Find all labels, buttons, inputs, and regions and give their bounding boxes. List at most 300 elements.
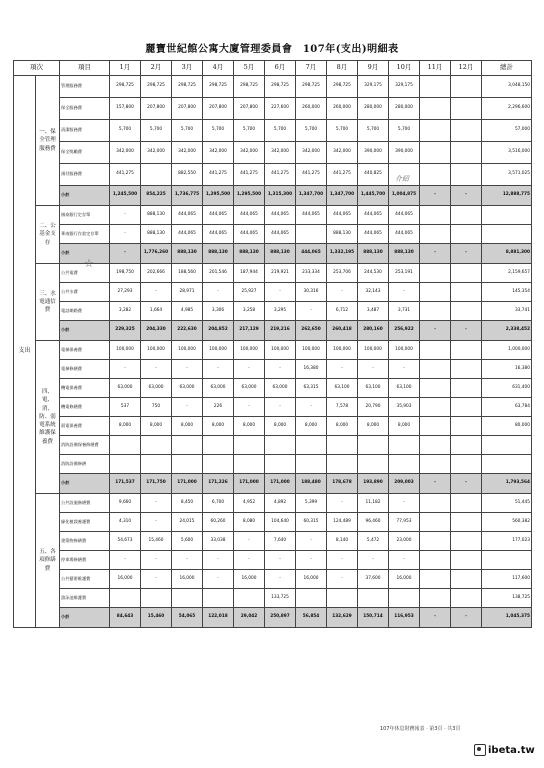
month-value-cell — [451, 436, 482, 455]
month-value-cell: 204,330 — [141, 321, 172, 341]
month-value-cell — [327, 455, 358, 474]
month-value-cell: - — [172, 398, 203, 417]
month-value-cell: 260,000 — [296, 98, 327, 120]
month-value-cell: 11,182 — [358, 494, 389, 513]
month-value-cell — [420, 379, 451, 398]
item-label: 游泳池維護費 — [60, 589, 110, 608]
month-value-cell: - — [451, 608, 482, 628]
month-value-cell: 882,550 — [172, 164, 203, 186]
item-label: 建築物修繕費 — [60, 532, 110, 551]
row-total-cell: 177,023 — [482, 532, 532, 551]
month-value-cell: 116,953 — [389, 608, 420, 628]
month-value-cell: 20,790 — [358, 398, 389, 417]
row-total-cell: 33,741 — [482, 302, 532, 321]
month-value-cell — [389, 455, 420, 474]
month-value-cell: 298,725 — [234, 76, 265, 98]
month-value-cell — [420, 398, 451, 417]
month-value-cell: - — [389, 283, 420, 302]
header-row — [14, 61, 532, 76]
month-value-cell — [420, 76, 451, 98]
watermark-logo-icon — [474, 744, 486, 756]
month-value-cell — [420, 206, 451, 225]
month-value-cell: 5,472 — [358, 532, 389, 551]
month-value-cell: 250,897 — [265, 608, 296, 628]
row-total-cell — [482, 436, 532, 455]
month-value-cell: 253,191 — [389, 264, 420, 283]
month-value-cell: - — [265, 360, 296, 379]
month-value-cell: 171,226 — [203, 474, 234, 494]
month-value-cell — [451, 98, 482, 120]
month-value-cell: 5,700 — [265, 120, 296, 142]
month-value-cell — [234, 436, 265, 455]
row-total-cell — [482, 551, 532, 570]
month-value-cell — [451, 206, 482, 225]
month-value-cell: - — [358, 551, 389, 570]
month-value-cell: - — [265, 570, 296, 589]
month-value-cell — [358, 589, 389, 608]
month-value-cell — [420, 513, 451, 532]
row-total-cell: 117,600 — [482, 570, 532, 589]
month-value-cell: - — [141, 551, 172, 570]
month-value-cell: 298,725 — [296, 76, 327, 98]
column-header: 1月 — [110, 61, 141, 76]
item-label: 小計 — [60, 474, 110, 494]
month-value-cell: 888,130 — [141, 225, 172, 244]
month-value-cell: 262,650 — [296, 321, 327, 341]
item-label: 消防設備保養修繕費 — [60, 436, 110, 455]
month-value-cell: 342,000 — [327, 142, 358, 164]
month-value-cell: 298,725 — [110, 76, 141, 98]
row-total-cell: 2,338,452 — [482, 321, 532, 341]
item-label: 弱電保養費 — [60, 417, 110, 436]
month-value-cell: 171,000 — [172, 474, 203, 494]
month-value-cell: 100,000 — [203, 341, 234, 360]
month-value-cell: 1,315,300 — [265, 186, 296, 206]
month-value-cell: 5,700 — [172, 120, 203, 142]
month-value-cell: 100,000 — [141, 341, 172, 360]
month-value-cell: 5,700 — [234, 120, 265, 142]
month-value-cell: 1,445,700 — [358, 186, 389, 206]
month-value-cell: 100,000 — [358, 341, 389, 360]
month-value-cell — [420, 532, 451, 551]
month-value-cell: 15,460 — [141, 532, 172, 551]
month-value-cell: 280,160 — [358, 321, 389, 341]
month-value-cell: 207,800 — [203, 98, 234, 120]
month-value-cell — [451, 570, 482, 589]
row-total-cell — [482, 455, 532, 474]
table-row — [14, 283, 532, 302]
month-value-cell — [420, 341, 451, 360]
group-label: 一、保全管理服務費 — [36, 76, 60, 206]
month-value-cell — [141, 455, 172, 474]
month-value-cell: - — [327, 494, 358, 513]
row-total-cell: 560,382 — [482, 513, 532, 532]
month-value-cell: 444,065 — [265, 206, 296, 225]
month-value-cell: - — [451, 244, 482, 264]
month-value-cell: 6,712 — [327, 302, 358, 321]
month-value-cell: 8,000 — [265, 417, 296, 436]
month-value-cell: 5,399 — [296, 494, 327, 513]
month-value-cell: 217,129 — [234, 321, 265, 341]
month-value-cell: 8,000 — [389, 417, 420, 436]
month-value-cell: 27,293 — [110, 283, 141, 302]
watermark-text: ibeta.tw — [488, 745, 535, 756]
subtotal-row — [14, 321, 532, 341]
month-value-cell: 8,000 — [358, 417, 389, 436]
row-total-cell — [482, 225, 532, 244]
month-value-cell: 16,000 — [389, 570, 420, 589]
month-value-cell — [420, 264, 451, 283]
month-value-cell: 16,000 — [172, 570, 203, 589]
month-value-cell — [451, 164, 482, 186]
month-value-cell: 63,000 — [265, 379, 296, 398]
month-value-cell: 188,560 — [172, 264, 203, 283]
month-value-cell: - — [203, 360, 234, 379]
month-value-cell: 441,275 — [234, 164, 265, 186]
month-value-cell: 54,673 — [110, 532, 141, 551]
month-value-cell: 178,678 — [327, 474, 358, 494]
month-value-cell: 298,725 — [265, 76, 296, 98]
subtotal-row — [14, 186, 532, 206]
month-value-cell: 444,065 — [358, 225, 389, 244]
month-value-cell — [389, 436, 420, 455]
month-value-cell: - — [389, 494, 420, 513]
month-value-cell — [172, 455, 203, 474]
month-value-cell: 60,315 — [296, 513, 327, 532]
month-value-cell: 260,000 — [327, 98, 358, 120]
column-header: 9月 — [358, 61, 389, 76]
month-value-cell — [265, 436, 296, 455]
month-value-cell: 63,315 — [296, 379, 327, 398]
month-value-cell: 298,725 — [141, 76, 172, 98]
month-value-cell: 193,890 — [358, 474, 389, 494]
month-value-cell: 5,600 — [172, 532, 203, 551]
month-value-cell: 390,000 — [358, 142, 389, 164]
column-header: 10月 — [389, 61, 420, 76]
month-value-cell: 7,578 — [327, 398, 358, 417]
month-value-cell — [296, 455, 327, 474]
month-value-cell: 8,140 — [327, 532, 358, 551]
month-value-cell: 256,922 — [389, 321, 420, 341]
month-value-cell — [420, 225, 451, 244]
subtotal-row — [14, 608, 532, 628]
item-label: 公共藝術維護費 — [60, 570, 110, 589]
month-value-cell: 171,000 — [265, 474, 296, 494]
month-value-cell: 100,000 — [296, 341, 327, 360]
month-value-cell: - — [141, 360, 172, 379]
item-label: 電話網路費 — [60, 302, 110, 321]
month-value-cell: 100,000 — [265, 341, 296, 360]
month-value-cell: 1,736,775 — [172, 186, 203, 206]
month-value-cell: 298,725 — [172, 76, 203, 98]
month-value-cell: 3,487 — [358, 302, 389, 321]
month-value-cell: 6,700 — [203, 494, 234, 513]
table-row — [14, 341, 532, 360]
month-value-cell: 207,800 — [234, 98, 265, 120]
column-header: 8月 — [327, 61, 358, 76]
month-value-cell: 157,800 — [110, 98, 141, 120]
month-value-cell: 329,175 — [358, 76, 389, 98]
month-value-cell: 888,130 — [234, 244, 265, 264]
month-value-cell: 84,643 — [110, 608, 141, 628]
month-value-cell — [420, 494, 451, 513]
month-value-cell: 3,295 — [265, 302, 296, 321]
month-value-cell: 226 — [203, 398, 234, 417]
month-value-cell — [203, 436, 234, 455]
month-value-cell — [141, 164, 172, 186]
month-value-cell: 888,130 — [389, 244, 420, 264]
month-value-cell: 8,000 — [172, 417, 203, 436]
month-value-cell — [203, 455, 234, 474]
month-value-cell: - — [296, 302, 327, 321]
month-value-cell: - — [265, 551, 296, 570]
month-value-cell — [172, 589, 203, 608]
month-value-cell — [420, 455, 451, 474]
month-value-cell: 5,700 — [327, 120, 358, 142]
month-value-cell: 219,921 — [265, 264, 296, 283]
month-value-cell — [327, 436, 358, 455]
month-value-cell: 444,065 — [172, 225, 203, 244]
item-label: 保全服務費 — [60, 98, 110, 120]
month-value-cell: 342,000 — [234, 142, 265, 164]
month-value-cell — [420, 436, 451, 455]
month-value-cell: - — [327, 283, 358, 302]
month-value-cell: 750 — [141, 398, 172, 417]
month-value-cell: - — [234, 360, 265, 379]
table-row — [14, 417, 532, 436]
month-value-cell — [420, 164, 451, 186]
month-value-cell — [110, 455, 141, 474]
item-label: 保全獎勵費 — [60, 142, 110, 164]
row-total-cell: 2,296,600 — [482, 98, 532, 120]
month-value-cell — [420, 570, 451, 589]
column-header: 11月 — [420, 61, 451, 76]
month-value-cell: 1,332,195 — [327, 244, 358, 264]
month-value-cell: - — [141, 570, 172, 589]
month-value-cell: 33,038 — [203, 532, 234, 551]
month-value-cell — [451, 360, 482, 379]
month-value-cell: 9,660 — [110, 494, 141, 513]
month-value-cell: 888,130 — [172, 244, 203, 264]
item-label: 公共設施修繕費 — [60, 494, 110, 513]
item-label: 預付服務費 — [60, 164, 110, 186]
month-value-cell — [451, 455, 482, 474]
handwritten-mark: 介紹 — [395, 175, 409, 183]
month-value-cell: 7,640 — [265, 532, 296, 551]
month-value-cell — [234, 455, 265, 474]
month-value-cell: 5,700 — [296, 120, 327, 142]
month-value-cell — [110, 589, 141, 608]
month-value-cell: - — [327, 551, 358, 570]
month-value-cell — [451, 513, 482, 532]
month-value-cell: 342,000 — [203, 142, 234, 164]
table-row — [14, 436, 532, 455]
item-label: 綠化植栽養護費 — [60, 513, 110, 532]
column-header: 項次 — [14, 61, 60, 76]
month-value-cell: 8,080 — [234, 513, 265, 532]
month-value-cell: 100,000 — [327, 341, 358, 360]
month-value-cell: 5,700 — [141, 120, 172, 142]
row-total-cell: 16,380 — [482, 360, 532, 379]
table-row — [14, 164, 532, 186]
month-value-cell: 171,537 — [110, 474, 141, 494]
month-value-cell: 537 — [110, 398, 141, 417]
group-label: 五、各項修繕費 — [36, 494, 60, 628]
group-label: 二、公基金支存 — [36, 206, 60, 264]
item-label: 停車場修繕費 — [60, 551, 110, 570]
month-value-cell: - — [358, 360, 389, 379]
month-value-cell — [451, 120, 482, 142]
month-value-cell — [451, 589, 482, 608]
month-value-cell: - — [110, 206, 141, 225]
month-value-cell: 124,489 — [327, 513, 358, 532]
month-value-cell: 5,700 — [110, 120, 141, 142]
item-label: 小計 — [60, 186, 110, 206]
month-value-cell — [451, 341, 482, 360]
item-label: 機電修繕費 — [60, 398, 110, 417]
table-row — [14, 360, 532, 379]
month-value-cell: 444,065 — [203, 225, 234, 244]
month-value-cell: - — [110, 360, 141, 379]
month-value-cell — [451, 142, 482, 164]
month-value-cell: - — [451, 186, 482, 206]
month-value-cell — [451, 398, 482, 417]
month-value-cell: - — [141, 283, 172, 302]
column-header: 總計 — [482, 61, 532, 76]
month-value-cell — [420, 142, 451, 164]
month-value-cell — [451, 551, 482, 570]
month-value-cell: - — [420, 474, 451, 494]
month-value-cell: - — [296, 551, 327, 570]
month-value-cell: 207,800 — [172, 98, 203, 120]
month-value-cell — [172, 436, 203, 455]
month-value-cell — [234, 589, 265, 608]
month-value-cell: 16,000 — [296, 570, 327, 589]
month-value-cell: 441,275 — [203, 164, 234, 186]
row-total-cell: 1,793,564 — [482, 474, 532, 494]
month-value-cell: 244,530 — [358, 264, 389, 283]
month-value-cell: - — [420, 608, 451, 628]
month-value-cell — [451, 283, 482, 302]
month-value-cell: 100,000 — [389, 341, 420, 360]
month-value-cell: 8,000 — [296, 417, 327, 436]
side-label: 支出 — [14, 76, 36, 628]
month-value-cell: 441,275 — [296, 164, 327, 186]
item-label: 公共水費 — [60, 283, 110, 302]
month-value-cell: 444,065 — [389, 225, 420, 244]
table-row — [14, 142, 532, 164]
month-value-cell: 8,000 — [234, 417, 265, 436]
month-value-cell: 29,042 — [234, 608, 265, 628]
month-value-cell — [420, 98, 451, 120]
item-label: 電梯修繕費 — [60, 360, 110, 379]
item-label: 清潔服務費 — [60, 120, 110, 142]
month-value-cell: 4,310 — [110, 513, 141, 532]
month-value-cell: 37,600 — [358, 570, 389, 589]
month-value-cell: 8,000 — [110, 417, 141, 436]
month-value-cell: - — [203, 570, 234, 589]
month-value-cell: 16,000 — [234, 570, 265, 589]
month-value-cell: - — [110, 551, 141, 570]
column-header: 3月 — [172, 61, 203, 76]
month-value-cell: 444,065 — [296, 244, 327, 264]
month-value-cell: 35,903 — [389, 398, 420, 417]
month-value-cell: 444,065 — [172, 206, 203, 225]
month-value-cell: 100,000 — [234, 341, 265, 360]
month-value-cell: 188,480 — [296, 474, 327, 494]
month-value-cell: 96,460 — [358, 513, 389, 532]
month-value-cell: 5,700 — [358, 120, 389, 142]
subtotal-row — [14, 474, 532, 494]
month-value-cell: 444,065 — [389, 206, 420, 225]
month-value-cell: - — [420, 244, 451, 264]
month-value-cell: 201,546 — [203, 264, 234, 283]
row-total-cell: 12,888,775 — [482, 186, 532, 206]
month-value-cell: - — [265, 283, 296, 302]
group-label: 四、電、消、防、弱電系統維護保養費 — [36, 341, 60, 494]
month-value-cell: 219,216 — [265, 321, 296, 341]
month-value-cell: 440,825 — [358, 164, 389, 186]
month-value-cell — [296, 225, 327, 244]
month-value-cell: 1,347,700 — [296, 186, 327, 206]
month-value-cell: 444,065 — [296, 206, 327, 225]
row-total-cell: 1,000,000 — [482, 341, 532, 360]
item-label: 小計 — [60, 608, 110, 628]
page-title: 麗寶世紀館公寓大廈管理委員會 107年(支出)明細表 — [145, 44, 399, 55]
month-value-cell: - — [420, 186, 451, 206]
month-value-cell: 100,000 — [110, 341, 141, 360]
month-value-cell: 444,065 — [358, 206, 389, 225]
month-value-cell: 8,000 — [203, 417, 234, 436]
month-value-cell — [451, 264, 482, 283]
item-label: 電梯保養費 — [60, 341, 110, 360]
month-value-cell: 5,700 — [389, 120, 420, 142]
item-label: 小計 — [60, 321, 110, 341]
table-row — [14, 532, 532, 551]
month-value-cell: 444,065 — [234, 225, 265, 244]
row-total-cell: 3,571,025 — [482, 164, 532, 186]
table-row — [14, 513, 532, 532]
month-value-cell: 5,700 — [203, 120, 234, 142]
star-mark: ☆ — [84, 257, 94, 270]
month-value-cell: 1,347,700 — [327, 186, 358, 206]
table-row — [14, 225, 532, 244]
row-total-cell: 631,400 — [482, 379, 532, 398]
month-value-cell: 390,000 — [389, 142, 420, 164]
month-value-cell: - — [389, 360, 420, 379]
month-value-cell: 854,225 — [141, 186, 172, 206]
month-value-cell: 63,000 — [172, 379, 203, 398]
month-value-cell: 1,776,260 — [141, 244, 172, 264]
month-value-cell: - — [296, 532, 327, 551]
column-header: 7月 — [296, 61, 327, 76]
table-row — [14, 570, 532, 589]
month-value-cell: 15,460 — [141, 608, 172, 628]
month-value-cell: 209,003 — [389, 474, 420, 494]
month-value-cell: 122,018 — [203, 608, 234, 628]
item-label: 管理服務費 — [60, 76, 110, 98]
month-value-cell: 280,000 — [358, 98, 389, 120]
month-value-cell: 63,000 — [234, 379, 265, 398]
month-value-cell: 54,065 — [172, 608, 203, 628]
month-value-cell: 4,952 — [234, 494, 265, 513]
month-value-cell: 8,000 — [327, 417, 358, 436]
month-value-cell: - — [451, 321, 482, 341]
group-label: 三、水電通信費 — [36, 264, 60, 341]
item-label: 華南銀行存款定存單 — [60, 225, 110, 244]
month-value-cell: 23,000 — [389, 532, 420, 551]
month-value-cell: 1,004,875 — [389, 186, 420, 206]
